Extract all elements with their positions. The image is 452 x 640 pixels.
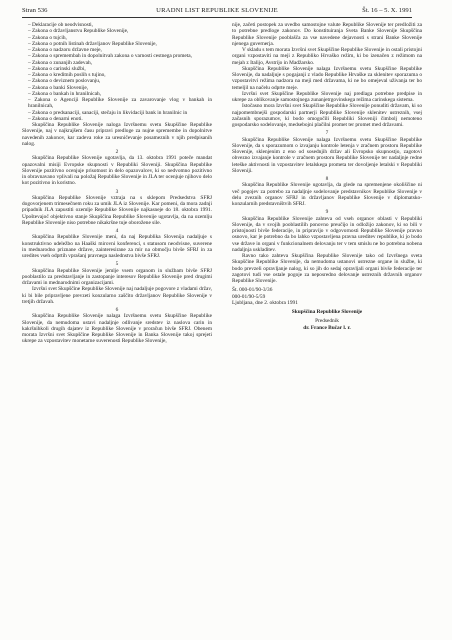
section-paragraph: Skupščina Republike Slovenije ugotavlja, da 13. oktobra 1991 poteče mandat opazovalni misiji Evropske skupnosti v Republiki Sloveniji. Skupščina Republike Slovenije pozitivno ocenjuje prisotnost in delo opazovalcev, ki so nedvomno pozitivno in obravnavano vplivali na položaj Republike Slovenije in JLA ter ocenjuje njihovo delo kot pozitivno in koristno. — [22, 155, 212, 187]
section-paragraph: Skupščina Republike Slovenije jemlje vsem organom in službam bivše SFRJ pooblastilo za predstavljanje in zastopanje interesov Republike Slovenije pred drugimi državami in mednarodnimi organizacijami. — [22, 267, 212, 286]
right-column — [232, 22, 422, 331]
left-column — [22, 22, 212, 345]
reference-number: 000-01/90-5/59 — [232, 293, 266, 300]
list-item: – Zakona o carinski službi, — [28, 65, 86, 72]
list-item: – Zakona o tujcih, — [28, 34, 67, 41]
page-number: Stran 536 — [22, 7, 48, 14]
section-number: 7 — [325, 130, 329, 137]
paragraph: V skladu s tem morata Izvršni svet Skupščine Republike Slovenije in ostali pristojni organi vzpostaviti na meji z Republiko Hrvaško režim, ki bo izenačen z režimom na mejah z Italijo, Avstrijo in Madžarsko. — [232, 47, 422, 66]
list-item: – Zakona o kreditnih poslih s tujino, — [28, 72, 106, 78]
reference-number: Št. 000-01/90-3/36 — [232, 287, 273, 294]
section-paragraph: Skupščina Republike Slovenije nalaga Izvršnemu svetu Skupščine Republike Slovenije, da nemudoma ustavi nadaljnje odlivanje sredstev iz naslova carin in kakršnihkoli drugih dajatev iz Republike Slovenije v proračun bivše SFRJ. Obenem morata Izvršni svet Skupščine Republike Slovenije in Banka Slovenije takoj sprejeti ukrepe za vzpostavitev monetarne suverenosti Republike Slovenije, — [22, 313, 212, 345]
section-number: 3 — [115, 188, 119, 195]
place-date: Ljubljana, dne 2. oktobra 1991 — [232, 299, 298, 306]
list-item: – Zakona o državljanstvu Republike Slovenije, — [28, 28, 129, 35]
section-number: 6 — [115, 307, 119, 313]
paragraph: Izvršni svet Skupščine Republike Slovenije naj predlaga potrebne predpise in ukrepe za oblikovanje samostojnega zunanjetrgovinskega režima carinskega sistema. — [232, 90, 422, 103]
issue-date: Št. 16 – 5. X. 1991 — [362, 7, 412, 14]
list-item: – Zakona o potnih listinah državljanov Republike Slovenije, — [28, 40, 157, 47]
list-item: – Zakona o spremembah in dopolnitvah zakona o varnosti cestnega prometa, — [28, 53, 192, 60]
list-item: – Zakona o predsanaciji, sanaciji, stečaju in likvidaciji bank in hranilnic in — [28, 109, 188, 116]
paragraph: nije, začeti postopek za uvedbo samostojne valute Republike Slovenije ter predložiti za to potrebne predloge zakonov. Do konstituiranja Sveta Banke Slovenije Skupščina Republike Slovenije pooblašča za vse navedene dejavnosti s strani Banke Slovenije njenega guvernerja. — [232, 22, 422, 47]
paragraph: Istočasno mora Izvršni svet Skupščine Republike Slovenije ponuditi državam, ki so najpomembnejši gospodarski partnerji Republike Slovenije sklenitev ustreznih, vsej začasnih sporazumov, ki bodo omogočili Republiki Sloveniji čimbolj nemoteno gospodarsko sodelovanje, medsebojni plačilni promet ter promet med državami. — [232, 103, 422, 128]
section-paragraph: Ravno tako zahteva Skupščina Republike Slovenije tako od Izvršnega sveta Skupščine Republike Slovenije, da nemudoma ustanovi ustrezne organe in službe, ki bodo prevzeli opravljanje nalog, ki so jih do sedaj opravljali organi bivše federacije ter zagotovi tudi vse ostale pogoje za neposredno delovanje ustreznih državnih organov Republike Slovenije. — [232, 253, 422, 284]
signatory-role: Predsednik — [315, 318, 339, 325]
page-header — [22, 7, 412, 17]
publication-title: URADNI LIST REPUBLIKE SLOVENIJE — [156, 7, 278, 14]
section-number: 9 — [325, 209, 329, 216]
section-paragraph: Skupščina Republike Slovenije vztraja na s sklepom Predsedstva SFRJ dogovorjenem trimesečnem roku za umik JLA iz Slovenije. Kar pomeni, da mora zadnji pripadnik JLA zapustiti ozemlje Republike Slovenije najkasneje do 18. oktobra 1991. Upoštevajoč objektivno stanje Skupščina Republike Slovenije ugotavlja, da na ozemlju Republike Slovenije niso potrebne nikakršne tuje oborožene sile. — [22, 194, 212, 226]
list-item: – Deklaracije ob neodvisnosti, — [28, 22, 93, 28]
list-item: – Zakona o nadzoru državne meje, — [28, 47, 102, 53]
section-number: 4 — [115, 228, 119, 234]
section-paragraph: Skupščina Republike Slovenije nalaga Izvršnemu svetu Skupščine Republike Slovenije, da s sporazumom o izvajanju kontrole letenja v zračnem prostoru Republike Slovenije, sklenjenim z eno od sosednjih držav ali Evropsko skupnostjo, zagotovi obvezno izvajanje kontrole v zračnem prostoru Republike Slovenije ter nadaljnje redne leteške aktivnosti in vzpostavitev letalskega prometa ter dovoljenje letalski v Republiki Sloveniji. — [232, 136, 422, 174]
section-paragraph: Skupščina Republike Slovenije ugotavlja, da glede na spremenjene okoliščine ni več pogojev za potrebo za nadaljnje sodelovanje predstavnikov Republike Slovenije v delu zveznih organov SFRJ in državljanov Republike Slovenije v diplomatsko-konzularnih predstavništvih SFRJ. — [232, 182, 422, 207]
signatory-name: dr. France Bučar l. r. — [303, 324, 351, 331]
section-paragraph: Izvršni svet Skupščine Republike Slovenije naj nadaljuje pogovore z vladami držav, ki bi bile pripravljene prevzeti konzularno zaščito državljanov Republike Slovenije v tretjih državah. — [22, 286, 212, 305]
section-number: 2 — [115, 149, 119, 155]
section-paragraph: Skupščina Republike Slovenije meni, da naj Republika Slovenija nadaljuje s konstruktivno udeležbo na Haaški mirovni konferenci, s statusom neodvisne, suverene in mednarodno priznane države, zainteresirane za mir na območju bivše SFRJ in za uredites vseh odprtih vprašanj pravnega naslednstva bivše SFRJ. — [22, 234, 212, 259]
list-item: – Zakona o banki Slovenije, — [28, 84, 89, 91]
list-item: – Zakona o zunanjih zadevah, — [28, 59, 92, 66]
list-item: – Zakona o denarni enoti. — [28, 115, 83, 122]
paragraph: Skupščina Republike Slovenije naloga Izvršnemu svetu Skupščine Republike Slovenije, naj v najkrajšem času pripravi predloge za nujne spremembe in dopolnitve navedenih zakonov, kar zadeva roke za uresničevanje posameznih v njih predpisanih nalog. — [22, 122, 212, 147]
list-item: – Zakona o bankah in hranilnicah, — [28, 90, 102, 97]
list-item: – Zakona o deviznem poslovanju, — [28, 78, 101, 85]
paragraph: Skupščina Republike Slovenije nalaga Izvršnemu svetu Skupščine Republike Slovenije, da nadaljuje s pogajanji z vlado Republike Hrvaške za sklenitev sporazuma o vzpostavitvi režima nadzora na meji med državama, ki ne bo omejeval uživanja ter bo temeljil na načelu odprte meje. — [232, 65, 422, 91]
section-paragraph: Skupščina Republike Slovenije zahteva od vseh organov oblasti v Republiki Slovenije, da v svojih pooblastilih ponovno preučijo in odložijo zakonov, ki so bili v pristojnosti bivše federacije, in pripravijo v odgovornosti Republike Slovenije pravno osnovo, kar je potrebno da bo lahko vzpostavljena pravna ureditev republike, ki jo bodo vse države in organi v funkcionalnem delovanju ter v tem smislu ne bo potrebna nobena nadaljnja uskladitev. — [232, 215, 422, 253]
list-item: – Zakona o Agenciji Republike Slovenije za zavarovanje vlog v bankah in hranilnicah, — [28, 97, 212, 110]
section-number: 5 — [115, 261, 119, 268]
issuing-body: Skupščina Republike Slovenije — [291, 309, 363, 315]
section-number: 8 — [325, 176, 329, 182]
header-rule — [22, 17, 412, 18]
